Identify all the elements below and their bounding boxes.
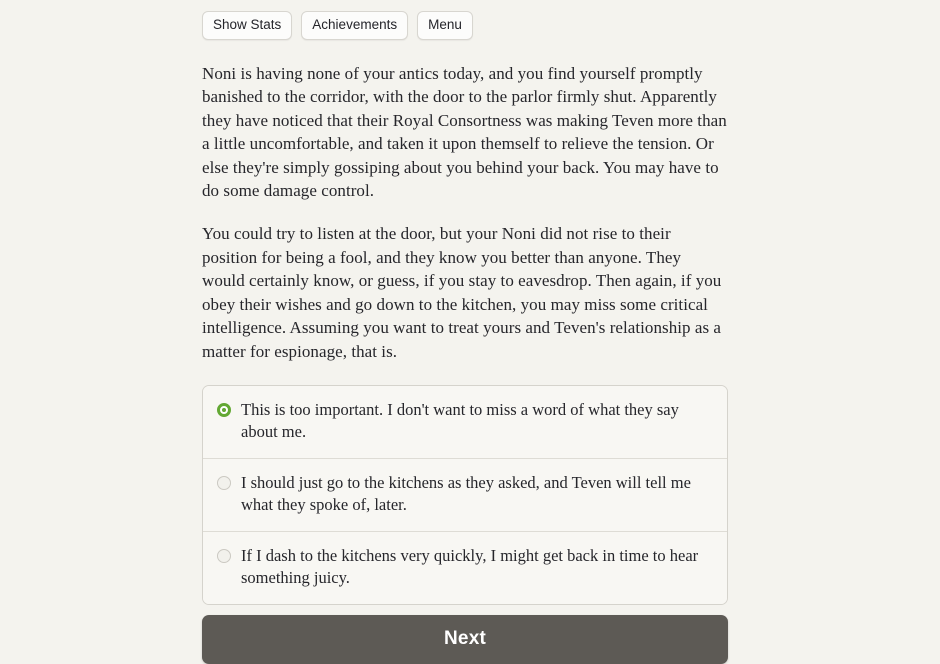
choice-option-1[interactable]	[203, 386, 727, 458]
story-paragraph: You could try to listen at the door, but your Noni did not rise to their position for being a fool, and they know you better than anyone. They would certainly know, or guess, if you stay to eavesdrop. Then again, if you obey their wishes and go down to the kitchen, you may miss some critical intelligence. Assuming you want to treat yours and Teven's relationship as a matter for espionage, that is.	[202, 224, 722, 362]
achievements-button[interactable]: Achievements	[301, 11, 408, 40]
content-column	[202, 0, 728, 664]
choice-option-label: This is too important. I don't want to miss a word of what they say about me.	[241, 399, 679, 442]
menu-button[interactable]: Menu	[417, 11, 473, 40]
choice-option-label: If I dash to the kitchens very quickly, I might get back in time to hear something juicy.	[241, 545, 699, 588]
choice-option-3[interactable]	[203, 531, 727, 604]
top-navigation-bar	[202, 0, 728, 40]
choice-option-label: I should just go to the kitchens as they asked, and Teven will tell me what they spoke of, later.	[241, 472, 691, 515]
choice-list	[202, 385, 728, 605]
story-text	[202, 62, 728, 364]
radio-button-icon[interactable]	[217, 476, 231, 490]
show-stats-button[interactable]: Show Stats	[202, 11, 292, 40]
radio-button-selected-icon[interactable]	[217, 403, 231, 417]
choice-option-2[interactable]	[203, 458, 727, 531]
radio-button-icon[interactable]	[217, 549, 231, 563]
next-button[interactable]: Next	[202, 615, 728, 664]
story-paragraph: Noni is having none of your antics today, and you find yourself promptly banished to the corridor, with the door to the parlor firmly shut. Apparently they have noticed that their Royal Consortness was making Teven more than a little uncomfortable, and taken it upon themself to relieve the tension. Or else they're simply gossiping about you behind your back. You may have to do some damage control.	[202, 63, 727, 201]
